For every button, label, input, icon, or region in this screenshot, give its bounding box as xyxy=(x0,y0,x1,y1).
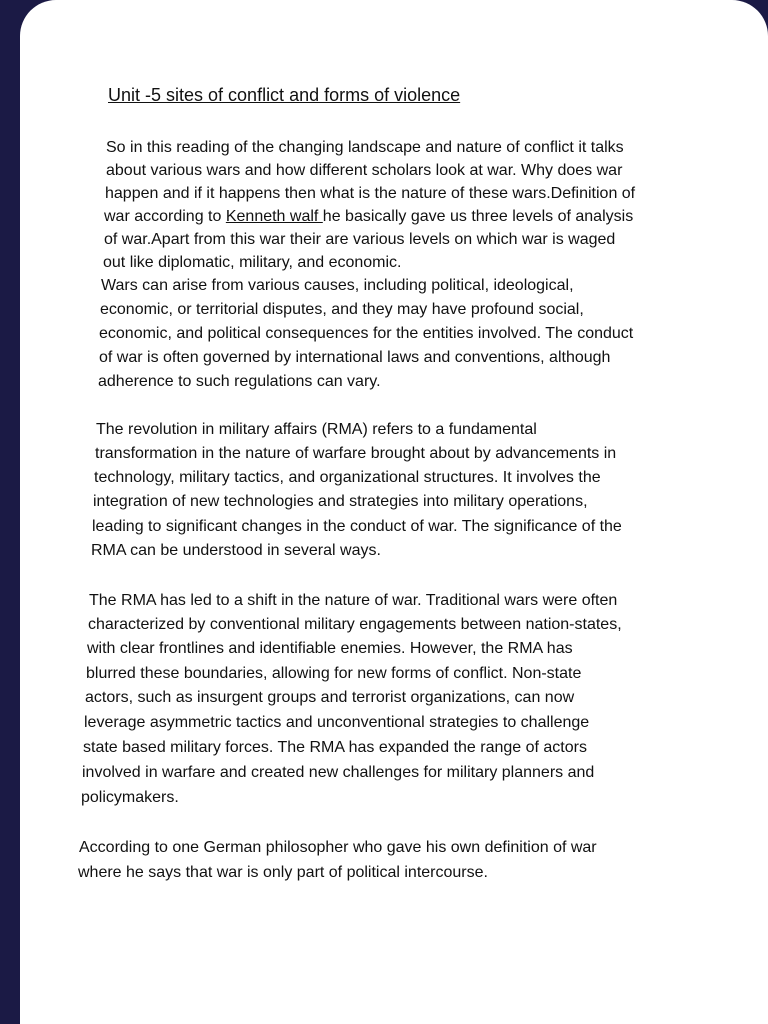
paragraph-3-line-2: characterized by conventional military engagements between nation-states, xyxy=(88,616,622,633)
document-page xyxy=(20,0,768,1024)
paragraph-3-line-7: state based military forces. The RMA has expanded the range of actors xyxy=(83,739,587,756)
paragraph-2-line-3: technology, military tactics, and organizational structures. It involves the xyxy=(94,469,601,486)
line-text: war according to xyxy=(104,208,226,225)
paragraph-1-line-3: happen and if it happens then what is the nature of these wars.Definition of xyxy=(105,185,636,202)
background-frame xyxy=(0,0,20,1024)
paragraph-1-line-2: about various wars and how different scholars look at war. Why does war xyxy=(106,162,623,179)
paragraph-3-line-5: actors, such as insurgent groups and terrorist organizations, can now xyxy=(85,689,575,706)
paragraph-1-line-6: out like diplomatic, military, and economic. xyxy=(103,254,402,271)
paragraph-3-line-9: policymakers. xyxy=(81,789,179,806)
paragraph-2-line-4: integration of new technologies and strategies into military operations, xyxy=(93,493,588,510)
paragraph-3-line-1: The RMA has led to a shift in the nature of war. Traditional wars were often xyxy=(89,592,618,609)
paragraph-2-line-6: RMA can be understood in several ways. xyxy=(91,542,381,559)
paragraph-1-line-11: adherence to such regulations can vary. xyxy=(98,373,381,390)
author-name: Kenneth walf xyxy=(225,208,323,225)
paragraph-4-line-2: where he says that war is only part of political intercourse. xyxy=(78,864,488,881)
paragraph-1-line-4 xyxy=(104,205,633,228)
paragraph-1-line-8: economic, or territorial disputes, and they may have profound social, xyxy=(100,301,584,318)
paragraph-2-line-2: transformation in the nature of warfare brought about by advancements in xyxy=(95,445,617,462)
paragraph-3-line-8: involved in warfare and created new challenges for military planners and xyxy=(82,764,595,781)
paragraph-3-line-6: leverage asymmetric tactics and unconventional strategies to challenge xyxy=(84,714,590,731)
document-title: Unit -5 sites of conflict and forms of violence xyxy=(108,85,461,105)
paragraph-2-line-5: leading to significant changes in the conduct of war. The significance of the xyxy=(92,518,622,535)
paragraph-1-line-1: So in this reading of the changing landscape and nature of conflict it talks xyxy=(106,139,624,156)
paragraph-3-line-4: blurred these boundaries, allowing for new forms of conflict. Non-state xyxy=(86,665,582,682)
paragraph-3-line-3: with clear frontlines and identifiable enemies. However, the RMA has xyxy=(87,640,573,657)
paragraph-1-line-10: of war is often governed by international laws and conventions, although xyxy=(99,349,611,366)
paragraph-2-line-1: The revolution in military affairs (RMA) refers to a fundamental xyxy=(96,421,537,438)
paragraph-1-line-9: economic, and political consequences for the entities involved. The conduct xyxy=(99,325,634,342)
paragraph-1-line-7: Wars can arise from various causes, including political, ideological, xyxy=(101,277,574,294)
paragraph-1-line-5: of war.Apart from this war their are various levels on which war is waged xyxy=(104,231,616,248)
paragraph-4-line-1: According to one German philosopher who gave his own definition of war xyxy=(79,839,597,856)
line-text: he basically gave us three levels of analysis xyxy=(322,208,634,225)
